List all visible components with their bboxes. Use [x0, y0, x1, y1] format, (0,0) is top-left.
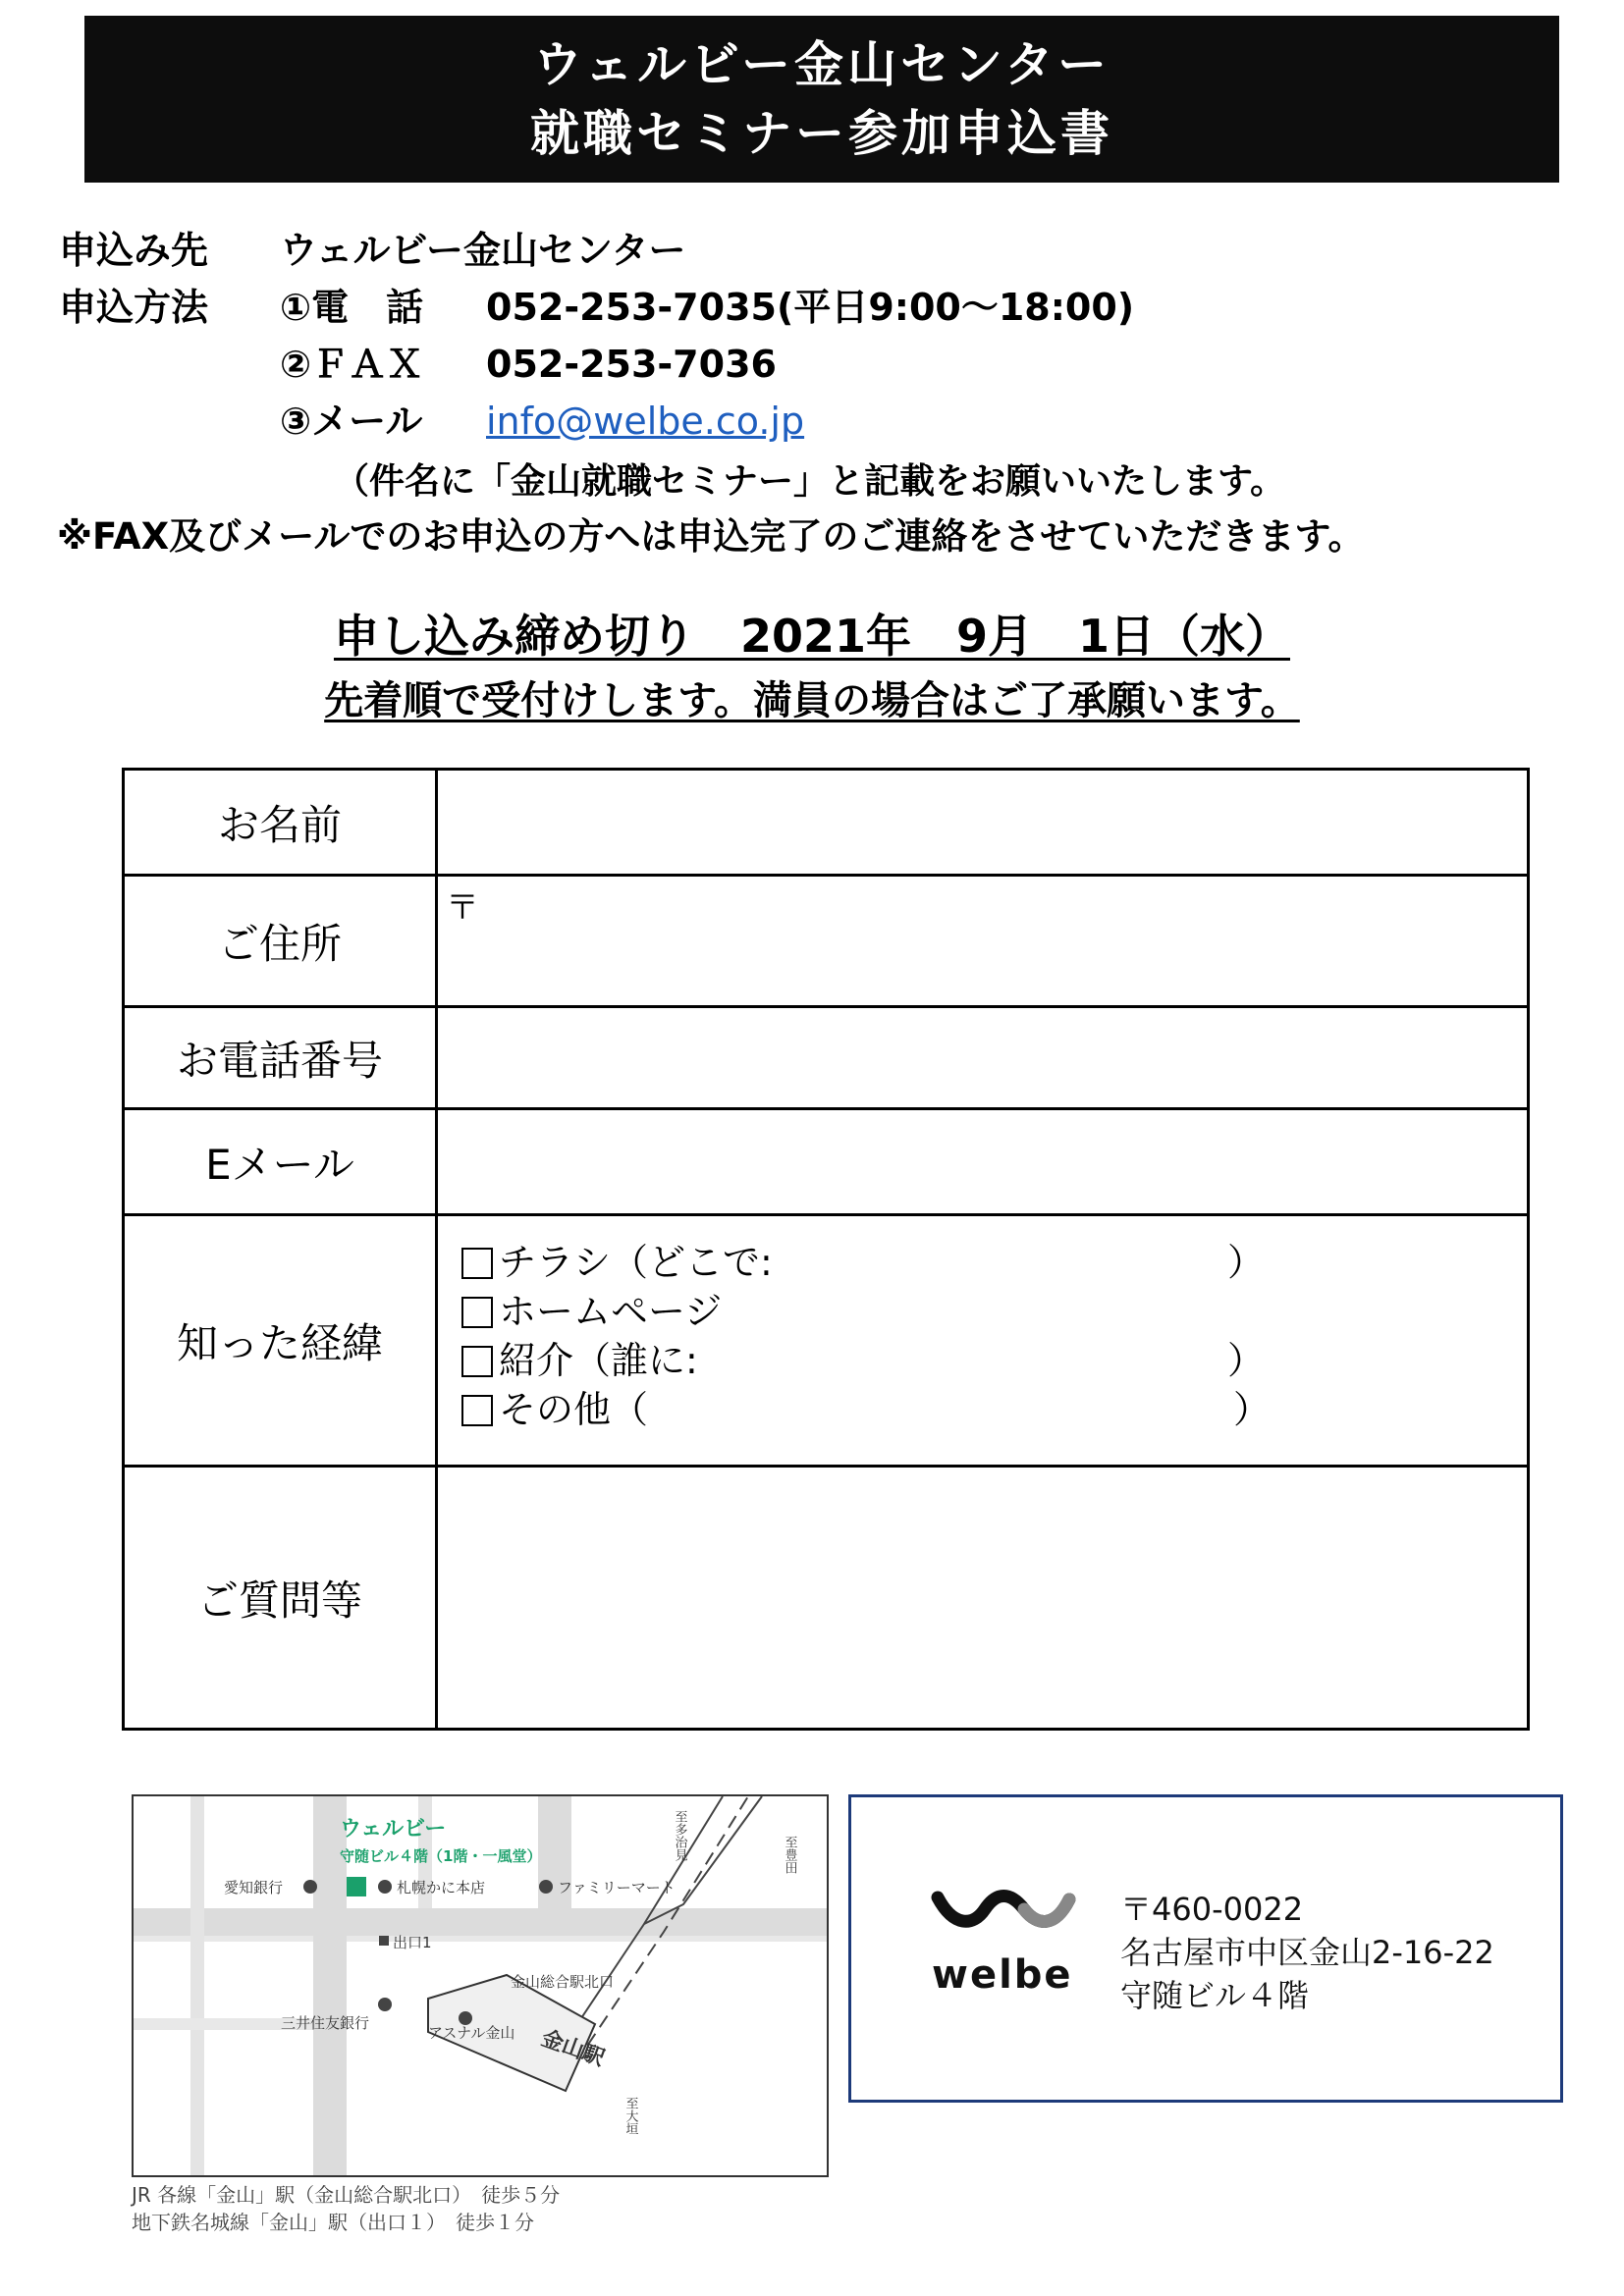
first-come-text: 先着順で受付けします。満員の場合はご了承願います。 [324, 678, 1300, 723]
source-options [437, 1215, 1529, 1467]
title-line-2: 就職セミナー参加申込書 [530, 105, 1113, 162]
svg-text:三井住友銀行: 三井住友銀行 [281, 2014, 370, 2032]
access-map [132, 1794, 829, 2177]
welbe-marker [347, 1877, 366, 1896]
checkbox-other[interactable] [461, 1395, 493, 1426]
store-marker-icon [539, 1880, 553, 1894]
option-referral[interactable]: 紹介（誰に: ） [461, 1336, 1527, 1385]
welbe-logo-text: welbe [932, 1952, 1073, 1998]
svg-text:至多治見: 至多治見 [672, 1810, 687, 1861]
deadline-line [0, 601, 1624, 666]
bank-marker-icon [303, 1880, 317, 1894]
checkbox-referral[interactable] [461, 1346, 493, 1377]
title-banner [84, 16, 1559, 183]
fax-label: ②ＦＡＸ [280, 343, 424, 386]
svg-text:金山駅: 金山駅 [537, 2026, 608, 2072]
subway-access: 地下鉄名城線「金山」駅（出口１） 徒歩１分 [132, 2211, 534, 2234]
option-other[interactable]: その他（ ） [461, 1385, 1527, 1434]
question-label: ご質問等 [124, 1467, 437, 1730]
phone-number-field[interactable] [437, 1007, 1529, 1109]
svg-text:出口1: 出口1 [393, 1934, 432, 1951]
phone-label: ①電 話 [280, 286, 424, 329]
mail-label: ③メール [280, 400, 423, 443]
address-lines [1120, 1888, 1494, 2017]
email-field[interactable] [437, 1109, 1529, 1215]
asunal-marker-icon [459, 2011, 472, 2025]
name-field[interactable] [437, 770, 1529, 876]
postal-code: 〒460-0022 [1120, 1891, 1304, 1928]
address-box [848, 1794, 1563, 2103]
address-field[interactable] [437, 876, 1529, 1007]
option-flyer[interactable]: チラシ（どこで: ） [461, 1238, 1527, 1287]
application-info [59, 222, 1134, 450]
svg-text:アスナル金山: アスナル金山 [428, 2024, 515, 2042]
postal-mark: 〒 [446, 888, 479, 928]
fax-value: 052-253-7036 [486, 343, 777, 386]
address-label: ご住所 [124, 876, 437, 1007]
checkbox-flyer[interactable] [461, 1248, 493, 1279]
building-name: 守随ビル４階 [1120, 1977, 1310, 2014]
mail-link[interactable]: info@welbe.co.jp [486, 400, 805, 443]
title-line-1: ウェルビー金山センター [533, 36, 1110, 93]
svg-text:ファミリーマート: ファミリーマート [558, 1879, 676, 1896]
map-caption [132, 2181, 560, 2236]
question-field[interactable] [437, 1467, 1529, 1730]
name-label: お名前 [124, 770, 437, 876]
option-homepage[interactable]: ホームページ [461, 1287, 1527, 1336]
phone-value: 052-253-7035(平日9:00～18:00) [486, 286, 1135, 329]
street-address: 名古屋市中区金山2-16-22 [1120, 1934, 1494, 1971]
deadline-text: 申し込み締め切り 2021年 9月 1日（水） [333, 610, 1291, 663]
svg-text:札幌かに本店: 札幌かに本店 [397, 1879, 486, 1896]
svg-text:至大垣: 至大垣 [623, 2097, 638, 2135]
destination-label: 申込み先 [59, 229, 209, 272]
subject-note: （件名に「金山就職セミナー」と記載をお願いいたします。 [334, 461, 1286, 502]
welbe-logo-icon [930, 1876, 1077, 1935]
svg-text:守随ビル４階（1階・一風堂）: 守随ビル４階（1階・一風堂） [340, 1847, 542, 1865]
first-come-line [0, 669, 1624, 725]
application-form [122, 768, 1530, 1731]
method-label: 申込方法 [59, 286, 209, 329]
destination-value: ウェルビー金山センター [280, 229, 686, 272]
exit-marker-icon [379, 1936, 389, 1946]
restaurant-marker-icon [378, 1880, 392, 1894]
email-label: Eメール [124, 1109, 437, 1215]
map-graphic [134, 1796, 827, 2175]
phone-number-label: お電話番号 [124, 1007, 437, 1109]
svg-text:至豊田: 至豊田 [782, 1836, 797, 1874]
svg-text:愛知銀行: 愛知銀行 [224, 1879, 284, 1896]
svg-text:ウェルビー: ウェルビー [340, 1817, 447, 1842]
bank2-marker-icon [378, 1998, 392, 2011]
source-label: 知った経緯 [124, 1215, 437, 1467]
svg-text:金山総合駅北口: 金山総合駅北口 [511, 1973, 615, 1991]
confirmation-note: ※FAX及びメールでのお申込の方へは申込完了のご連絡をさせていただきます。 [57, 515, 1365, 558]
jr-access: JR 各線「金山」駅（金山総合駅北口） 徒歩５分 [132, 2183, 561, 2207]
checkbox-homepage[interactable] [461, 1297, 493, 1328]
